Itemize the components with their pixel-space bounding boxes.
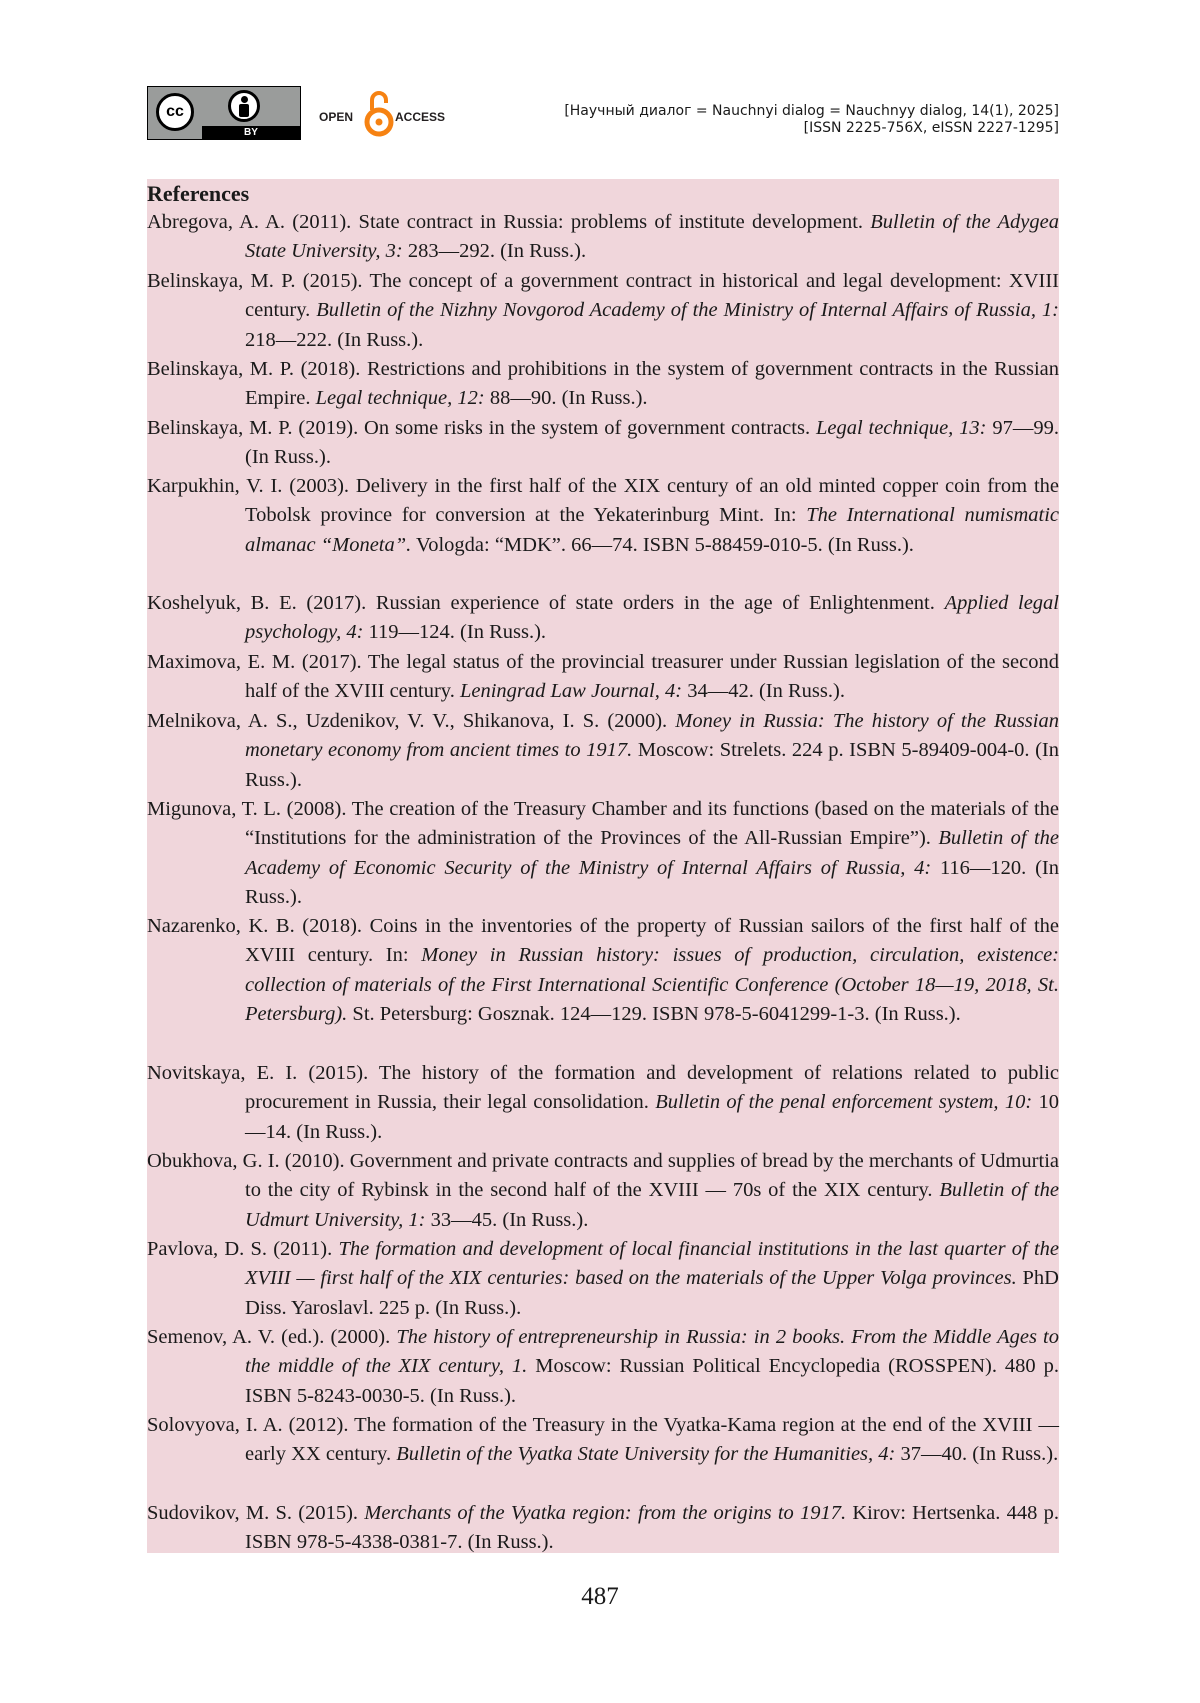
references-heading: References — [147, 179, 249, 208]
open-access-lock-icon — [363, 88, 395, 140]
reference-entry: Abregova, A. A. (2011). State contract in Russia: problems of institute development. Bulletin of the Adygea State University, 3: 283—292. (In Russ.). — [147, 208, 1059, 267]
reference-entry: Belinskaya, M. P. (2018). Restrictions and prohibitions in the system of government contracts in the Russian Empire. Legal technique, 12: 88—90. (In Russ.). — [147, 355, 1059, 414]
reference-entry: Karpukhin, V. I. (2003). Delivery in the first half of the XIX century of an old minted copper coin from the Tobolsk province for conversion at the Yekaterinburg Mint. In: The International numismatic almanac “Moneta”. Vologda: “MDK”. 66—74. ISBN 5-88459-010-5. (In Russ.). — [147, 472, 1059, 560]
reference-entry: Migunova, T. L. (2008). The creation of the Treasury Chamber and its functions (based on the materials of the “Institutions for the administration of the Provinces of the All-Russian Empire”). Bulletin of the Academy of Economic Security of the Ministry of Internal Affairs of Russia, 4: 116—120. (In Russ.). — [147, 795, 1059, 912]
page-number: 487 — [0, 1582, 1200, 1612]
reference-entry: Maximova, E. M. (2017). The legal status of the provincial treasurer under Russian legislation of the second half of the XVIII century. Leningrad Law Journal, 4: 34—42. (In Russ.). — [147, 648, 1059, 707]
journal-citation — [564, 103, 1059, 137]
reference-entry: Novitskaya, E. I. (2015). The history of the formation and development of relations related to public procurement in Russia, their legal consolidation. Bulletin of the penal enforcement system, 10: 10—14. (In Russ.). — [147, 1059, 1059, 1147]
journal-citation-line: [Научный диалог = Nauchnyi dialog = Nauchnyy dialog, 14(1), 2025] — [564, 103, 1059, 120]
reference-entry: Nazarenko, K. B. (2018). Coins in the inventories of the property of Russian sailors of the first half of the XVIII century. In: Money in Russian history: issues of production, circulation, existence: collection of materials of the First International Scientific Conference (October 18—19, 2018, St. Petersburg). St. Petersburg: Gosznak. 124—129. ISBN 978-5-6041299-1-3. (In Russ.). — [147, 912, 1059, 1029]
cc-by-license-badge[interactable] — [147, 86, 301, 140]
reference-entry: Melnikova, A. S., Uzdenikov, V. V., Shikanova, I. S. (2000). Money in Russia: The history of the Russian monetary economy from ancient times to 1917. Moscow: Strelets. 224 p. ISBN 5-89409-004-0. (In Russ.). — [147, 707, 1059, 795]
creative-commons-icon: cc — [156, 93, 194, 131]
reference-entry: Belinskaya, M. P. (2015). The concept of a government contract in historical and legal development: XVIII century. Bulletin of the Nizhny Novgorod Academy of the Ministry of Internal Affairs of Russia, 1: 218—222. (In Russ.). — [147, 267, 1059, 355]
open-access-logo — [319, 88, 469, 140]
reference-entry: Semenov, A. V. (ed.). (2000). The history of entrepreneurship in Russia: in 2 books. From the Middle Ages to the middle of the XIX century, 1. Moscow: Russian Political Encyclopedia (ROSSPEN). 480 p. ISBN 5-8243-0030-5. (In Russ.). — [147, 1323, 1059, 1411]
license-by-label: BY — [202, 126, 300, 139]
reference-entry: Obukhova, G. I. (2010). Government and private contracts and supplies of bread by the merchants of Udmurtia to the city of Rybinsk in the second half of the XVIII — 70s of the XIX century. Bulletin of the Udmurt University, 1: 33—45. (In Russ.). — [147, 1147, 1059, 1235]
open-access-right-text: ACCESS — [395, 110, 445, 124]
reference-entry: Solovyova, I. A. (2012). The formation of the Treasury in the Vyatka-Kama region at the end of the XVIII — early XX century. Bulletin of the Vyatka State University for the Humanities, 4: 37—40. (In Russ.). — [147, 1411, 1059, 1470]
journal-issn-line: [ISSN 2225-756X, eISSN 2227-1295] — [564, 120, 1059, 137]
open-access-left-text: OPEN — [319, 110, 353, 124]
reference-entry: Sudovikov, M. S. (2015). Merchants of the Vyatka region: from the origins to 1917. Kirov: Hertsenka. 448 p. ISBN 978-5-4338-0381-7. (In Russ.). — [147, 1499, 1059, 1558]
page-header — [147, 86, 1059, 142]
references-section — [147, 179, 1059, 1553]
reference-entry: Pavlova, D. S. (2011). The formation and development of local financial institutions in the last quarter of the XVIII — first half of the XIX centuries: based on the materials of the Upper Volga provinces. PhD Diss. Yaroslavl. 225 p. (In Russ.). — [147, 1235, 1059, 1323]
attribution-person-icon — [228, 90, 260, 122]
reference-entry: Koshelyuk, B. E. (2017). Russian experience of state orders in the age of Enlightenment. Applied legal psychology, 4: 119—124. (In Russ.). — [147, 589, 1059, 648]
reference-entry: Belinskaya, M. P. (2019). On some risks in the system of government contracts. Legal technique, 13: 97—99. (In Russ.). — [147, 414, 1059, 473]
